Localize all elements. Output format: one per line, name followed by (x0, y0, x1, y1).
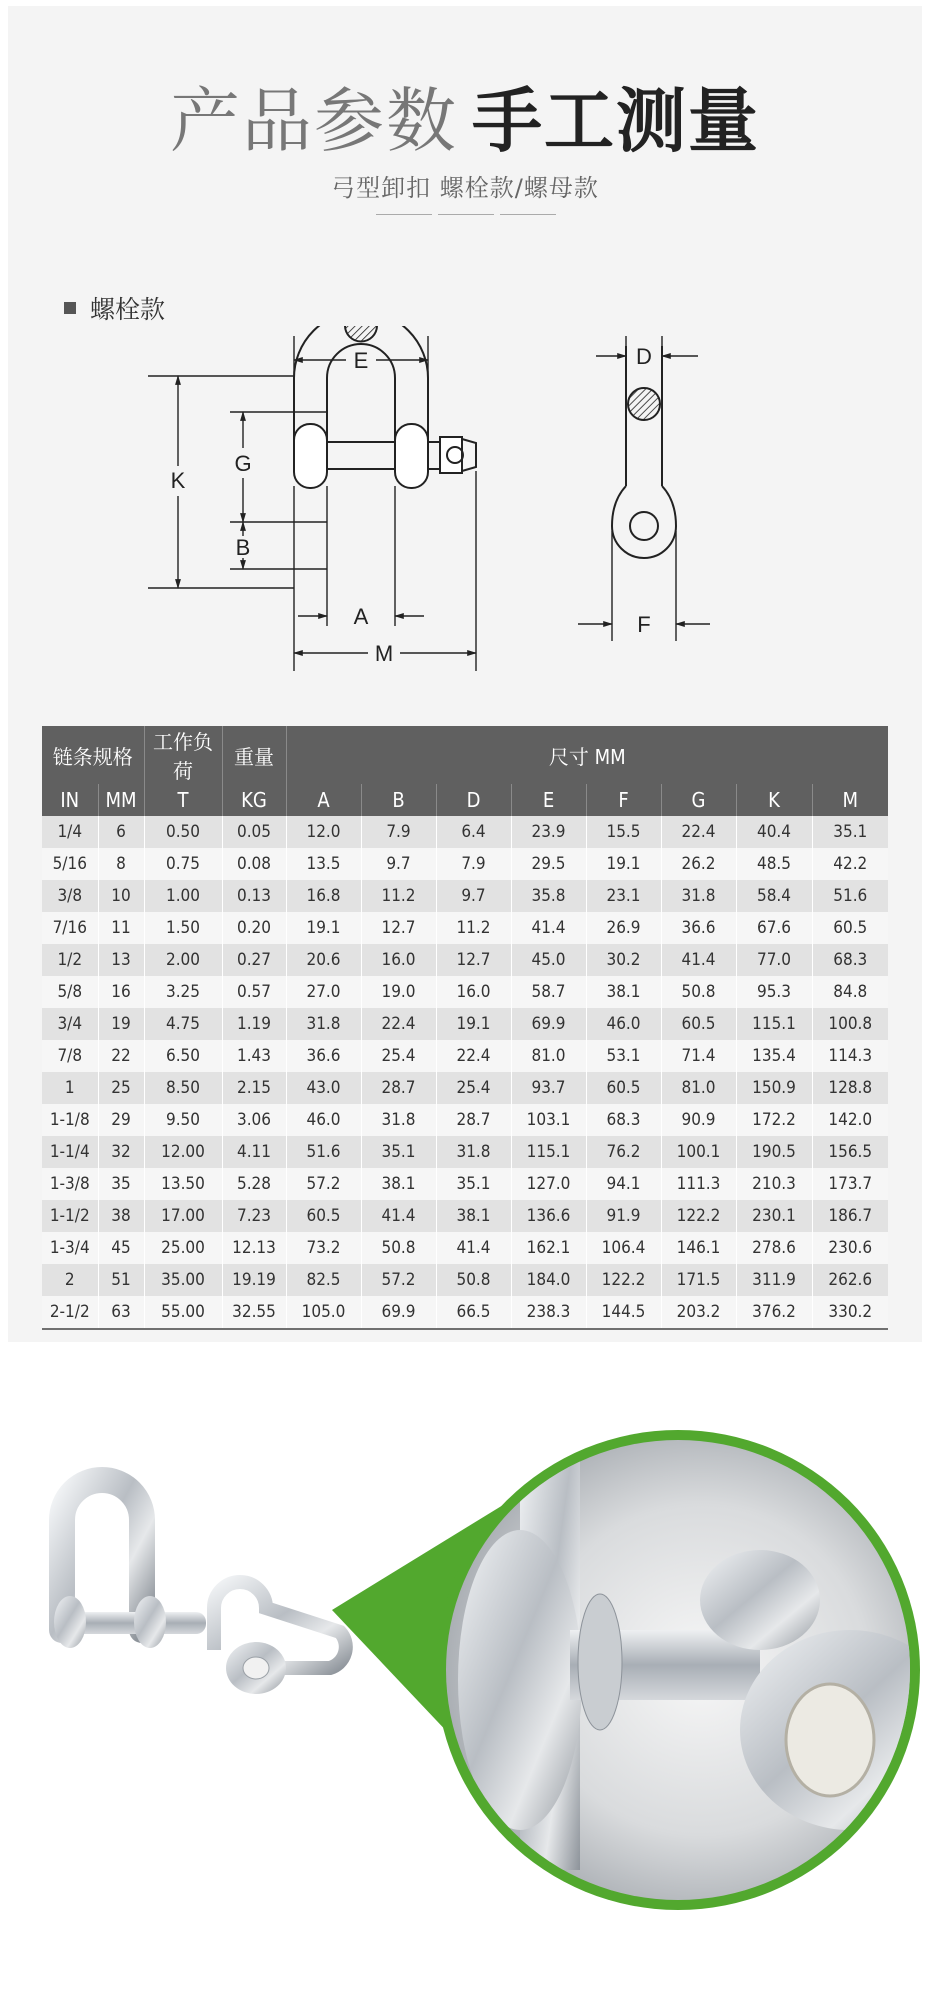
table-cell: 278.6 (736, 1232, 812, 1264)
table-cell: 45.0 (511, 944, 586, 976)
table-cell: 330.2 (812, 1296, 888, 1329)
table-cell: 1.50 (144, 912, 222, 944)
divider-line (438, 214, 494, 215)
page-title (8, 76, 922, 166)
table-cell: 42.2 (812, 848, 888, 880)
dimension-lines (148, 336, 476, 671)
table-cell: 111.3 (661, 1168, 736, 1200)
sub-header-cell: MM (98, 784, 144, 816)
table-cell: 40.4 (736, 816, 812, 848)
sub-header-cell: F (586, 784, 661, 816)
table-cell: 0.13 (222, 880, 286, 912)
table-cell: 3.06 (222, 1104, 286, 1136)
table-cell: 35.1 (361, 1136, 436, 1168)
zoom-callout (332, 1430, 930, 1910)
table-cell: 2.15 (222, 1072, 286, 1104)
table-cell: 19.1 (286, 912, 361, 944)
table-cell: 2.00 (144, 944, 222, 976)
table-cell: 25.4 (436, 1072, 511, 1104)
table-cell: 144.5 (586, 1296, 661, 1329)
table-cell: 51.6 (286, 1136, 361, 1168)
table-cell: 12.13 (222, 1232, 286, 1264)
table-cell: 30.2 (586, 944, 661, 976)
header-wll: 工作负荷 (144, 726, 222, 784)
table-cell: 186.7 (812, 1200, 888, 1232)
table-cell: 311.9 (736, 1264, 812, 1296)
table-cell: 36.6 (661, 912, 736, 944)
table-cell: 173.7 (812, 1168, 888, 1200)
table-cell: 12.0 (286, 816, 361, 848)
table-cell: 238.3 (511, 1296, 586, 1329)
table-cell: 230.6 (812, 1232, 888, 1264)
table-cell: 1 (42, 1072, 98, 1104)
table-row (42, 1040, 888, 1072)
table-cell: 142.0 (812, 1104, 888, 1136)
table-cell: 29.5 (511, 848, 586, 880)
table-cell: 46.0 (286, 1104, 361, 1136)
table-cell: 103.1 (511, 1104, 586, 1136)
table-cell: 1/2 (42, 944, 98, 976)
table-cell: 1-1/8 (42, 1104, 98, 1136)
table-cell: 7.9 (361, 816, 436, 848)
table-cell: 77.0 (736, 944, 812, 976)
table-cell: 1.00 (144, 880, 222, 912)
table-row (42, 1168, 888, 1200)
table-cell: 25 (98, 1072, 144, 1104)
table-row (42, 848, 888, 880)
table-cell: 150.9 (736, 1072, 812, 1104)
table-cell: 184.0 (511, 1264, 586, 1296)
table-cell: 0.57 (222, 976, 286, 1008)
table-cell: 38.1 (586, 976, 661, 1008)
sub-header-cell: D (436, 784, 511, 816)
sub-header-cell: G (661, 784, 736, 816)
shackle-front-view (294, 326, 476, 488)
side-dimension-lines (578, 336, 710, 641)
table-cell: 12.7 (436, 944, 511, 976)
table-cell: 0.50 (144, 816, 222, 848)
table-cell: 58.7 (511, 976, 586, 1008)
table-cell: 50.8 (661, 976, 736, 1008)
table-cell: 0.27 (222, 944, 286, 976)
table-cell: 190.5 (736, 1136, 812, 1168)
table-cell: 5/16 (42, 848, 98, 880)
table-cell: 15.5 (586, 816, 661, 848)
shackle-diagram (8, 326, 922, 716)
table-cell: 63 (98, 1296, 144, 1329)
table-cell: 122.2 (586, 1264, 661, 1296)
table-cell: 26.9 (586, 912, 661, 944)
table-cell: 1-3/8 (42, 1168, 98, 1200)
table-cell: 41.4 (661, 944, 736, 976)
table-cell: 26.2 (661, 848, 736, 880)
table-cell: 1-3/4 (42, 1232, 98, 1264)
table-row (42, 816, 888, 848)
table-cell: 135.4 (736, 1040, 812, 1072)
table-cell: 1.43 (222, 1040, 286, 1072)
table-cell: 114.3 (812, 1040, 888, 1072)
table-cell: 51.6 (812, 880, 888, 912)
table-cell: 203.2 (661, 1296, 736, 1329)
table-cell: 5/8 (42, 976, 98, 1008)
sub-header-cell: M (812, 784, 888, 816)
table-row (42, 912, 888, 944)
table-cell: 60.5 (586, 1072, 661, 1104)
table-cell: 1/4 (42, 816, 98, 848)
table-cell: 9.50 (144, 1104, 222, 1136)
table-cell: 95.3 (736, 976, 812, 1008)
table-cell: 35.00 (144, 1264, 222, 1296)
dim-label-d: D (636, 344, 652, 369)
product-photo (0, 1400, 930, 1920)
table-cell: 69.9 (511, 1008, 586, 1040)
table-cell: 100.1 (661, 1136, 736, 1168)
table-cell: 35.1 (436, 1168, 511, 1200)
table-cell: 58.4 (736, 880, 812, 912)
table-cell: 122.2 (661, 1200, 736, 1232)
table-cell: 0.08 (222, 848, 286, 880)
table-cell: 262.6 (812, 1264, 888, 1296)
table-cell: 11 (98, 912, 144, 944)
table-cell: 0.20 (222, 912, 286, 944)
section-label-text: 螺栓款 (90, 295, 166, 324)
table-cell: 81.0 (661, 1072, 736, 1104)
table-row (42, 1296, 888, 1329)
table-cell: 1.19 (222, 1008, 286, 1040)
table-cell: 50.8 (361, 1232, 436, 1264)
table-cell: 6.4 (436, 816, 511, 848)
table-cell: 23.1 (586, 880, 661, 912)
table-cell: 7.9 (436, 848, 511, 880)
dim-label-a: A (353, 604, 369, 629)
dim-label-g: G (234, 451, 252, 476)
table-row (42, 1200, 888, 1232)
table-cell: 16.0 (361, 944, 436, 976)
table-cell: 13 (98, 944, 144, 976)
dim-label-e: E (353, 348, 369, 373)
table-cell: 4.75 (144, 1008, 222, 1040)
table-cell: 8 (98, 848, 144, 880)
table-cell: 22.4 (661, 816, 736, 848)
table-cell: 19.1 (436, 1008, 511, 1040)
table-cell: 41.4 (511, 912, 586, 944)
shackle-photo-small (54, 1480, 346, 1694)
table-cell: 38 (98, 1200, 144, 1232)
table-cell: 13.50 (144, 1168, 222, 1200)
table-cell: 7/16 (42, 912, 98, 944)
table-cell: 128.8 (812, 1072, 888, 1104)
dim-label-f: F (637, 612, 651, 637)
section-label (64, 290, 165, 326)
table-cell: 9.7 (436, 880, 511, 912)
table-cell: 25.4 (361, 1040, 436, 1072)
table-cell: 66.5 (436, 1296, 511, 1329)
table-cell: 38.1 (436, 1200, 511, 1232)
table-cell: 48.5 (736, 848, 812, 880)
table-cell: 60.5 (661, 1008, 736, 1040)
sub-header-cell: K (736, 784, 812, 816)
table-cell: 84.8 (812, 976, 888, 1008)
table-cell: 19.1 (586, 848, 661, 880)
sub-header-cell: A (286, 784, 361, 816)
table-row (42, 1104, 888, 1136)
table-cell: 22.4 (361, 1008, 436, 1040)
table-cell: 2-1/2 (42, 1296, 98, 1329)
table-cell: 13.5 (286, 848, 361, 880)
table-cell: 12.7 (361, 912, 436, 944)
table-cell: 94.1 (586, 1168, 661, 1200)
table-cell: 105.0 (286, 1296, 361, 1329)
header-weight: 重量 (222, 726, 286, 784)
table-cell: 55.00 (144, 1296, 222, 1329)
table-cell: 28.7 (361, 1072, 436, 1104)
table-cell: 16.0 (436, 976, 511, 1008)
table-row (42, 1008, 888, 1040)
table-cell: 127.0 (511, 1168, 586, 1200)
table-row (42, 976, 888, 1008)
table-cell: 69.9 (361, 1296, 436, 1329)
table-cell: 156.5 (812, 1136, 888, 1168)
table-row (42, 1136, 888, 1168)
table-body (42, 816, 888, 1329)
table-cell: 16 (98, 976, 144, 1008)
table-cell: 38.1 (361, 1168, 436, 1200)
table-cell: 0.75 (144, 848, 222, 880)
table-cell: 50.8 (436, 1264, 511, 1296)
table-cell: 11.2 (436, 912, 511, 944)
table-cell: 31.8 (286, 1008, 361, 1040)
table-cell: 136.6 (511, 1200, 586, 1232)
table-cell: 32.55 (222, 1296, 286, 1329)
table-cell: 73.2 (286, 1232, 361, 1264)
table-cell: 41.4 (436, 1232, 511, 1264)
dim-label-b: B (235, 535, 251, 560)
table-cell: 35.1 (812, 816, 888, 848)
table-cell: 3/8 (42, 880, 98, 912)
table-cell: 20.6 (286, 944, 361, 976)
table-cell: 10 (98, 880, 144, 912)
table-row (42, 1072, 888, 1104)
table-cell: 31.8 (661, 880, 736, 912)
table-cell: 31.8 (436, 1136, 511, 1168)
table-cell: 0.05 (222, 816, 286, 848)
dim-label-m: M (374, 641, 394, 666)
table-group-header (42, 726, 888, 784)
table-cell: 146.1 (661, 1232, 736, 1264)
table-cell: 68.3 (586, 1104, 661, 1136)
page-title-light: 产品参数 (170, 80, 458, 162)
table-cell: 376.2 (736, 1296, 812, 1329)
sub-header-cell: IN (42, 784, 98, 816)
page-subtitle: 弓型卸扣 螺栓款/螺母款 (331, 174, 599, 202)
table-sub-header (42, 784, 888, 816)
table-cell: 17.00 (144, 1200, 222, 1232)
table-cell: 76.2 (586, 1136, 661, 1168)
table-cell: 51 (98, 1264, 144, 1296)
table-cell: 16.8 (286, 880, 361, 912)
table-cell: 19 (98, 1008, 144, 1040)
table-cell: 115.1 (736, 1008, 812, 1040)
table-cell: 45 (98, 1232, 144, 1264)
table-cell: 57.2 (361, 1264, 436, 1296)
table-cell: 46.0 (586, 1008, 661, 1040)
table-cell: 27.0 (286, 976, 361, 1008)
table-cell: 81.0 (511, 1040, 586, 1072)
table-cell: 57.2 (286, 1168, 361, 1200)
table-cell: 82.5 (286, 1264, 361, 1296)
bullet-square-icon (64, 302, 76, 314)
table-cell: 32 (98, 1136, 144, 1168)
header-dims: 尺寸 MM (286, 726, 888, 784)
table-cell: 3.25 (144, 976, 222, 1008)
table-cell: 25.00 (144, 1232, 222, 1264)
table-cell: 172.2 (736, 1104, 812, 1136)
table-cell: 19.19 (222, 1264, 286, 1296)
table-cell: 6 (98, 816, 144, 848)
table-cell: 8.50 (144, 1072, 222, 1104)
table-cell: 36.6 (286, 1040, 361, 1072)
table-cell: 35.8 (511, 880, 586, 912)
table-cell: 93.7 (511, 1072, 586, 1104)
table-cell: 1-1/4 (42, 1136, 98, 1168)
table-row (42, 1232, 888, 1264)
table-cell: 11.2 (361, 880, 436, 912)
table-cell: 106.4 (586, 1232, 661, 1264)
table-cell: 1-1/2 (42, 1200, 98, 1232)
spec-table (42, 726, 888, 1330)
table-cell: 5.28 (222, 1168, 286, 1200)
table-cell: 7.23 (222, 1200, 286, 1232)
sub-header-cell: T (144, 784, 222, 816)
sub-header-cell: KG (222, 784, 286, 816)
table-cell: 23.9 (511, 816, 586, 848)
table-cell: 7/8 (42, 1040, 98, 1072)
page-title-dark: 手工测量 (472, 80, 760, 162)
table-cell: 230.1 (736, 1200, 812, 1232)
table-cell: 67.6 (736, 912, 812, 944)
table-cell: 19.0 (361, 976, 436, 1008)
table-cell: 60.5 (286, 1200, 361, 1232)
table-cell: 60.5 (812, 912, 888, 944)
table-cell: 210.3 (736, 1168, 812, 1200)
table-cell: 41.4 (361, 1200, 436, 1232)
table-cell: 53.1 (586, 1040, 661, 1072)
table-cell: 22.4 (436, 1040, 511, 1072)
table-cell: 22 (98, 1040, 144, 1072)
table-cell: 28.7 (436, 1104, 511, 1136)
table-cell: 4.11 (222, 1136, 286, 1168)
table-cell: 90.9 (661, 1104, 736, 1136)
divider-line (500, 214, 556, 215)
table-cell: 171.5 (661, 1264, 736, 1296)
divider-line (376, 214, 432, 215)
dim-label-k: K (170, 468, 186, 493)
table-cell: 3/4 (42, 1008, 98, 1040)
table-cell: 91.9 (586, 1200, 661, 1232)
table-cell: 35 (98, 1168, 144, 1200)
sub-header-cell: B (361, 784, 436, 816)
table-cell: 12.00 (144, 1136, 222, 1168)
table-cell: 9.7 (361, 848, 436, 880)
table-cell: 162.1 (511, 1232, 586, 1264)
table-cell: 43.0 (286, 1072, 361, 1104)
table-cell: 100.8 (812, 1008, 888, 1040)
table-row (42, 944, 888, 976)
table-cell: 115.1 (511, 1136, 586, 1168)
table-cell: 71.4 (661, 1040, 736, 1072)
table-row (42, 880, 888, 912)
table-cell: 31.8 (361, 1104, 436, 1136)
spec-panel (8, 6, 922, 1342)
table-row (42, 1264, 888, 1296)
shackle-side-view (612, 346, 676, 558)
table-cell: 6.50 (144, 1040, 222, 1072)
sub-header-cell: E (511, 784, 586, 816)
table-cell: 29 (98, 1104, 144, 1136)
table-cell: 2 (42, 1264, 98, 1296)
table-cell: 68.3 (812, 944, 888, 976)
header-chain-spec: 链条规格 (42, 726, 144, 784)
